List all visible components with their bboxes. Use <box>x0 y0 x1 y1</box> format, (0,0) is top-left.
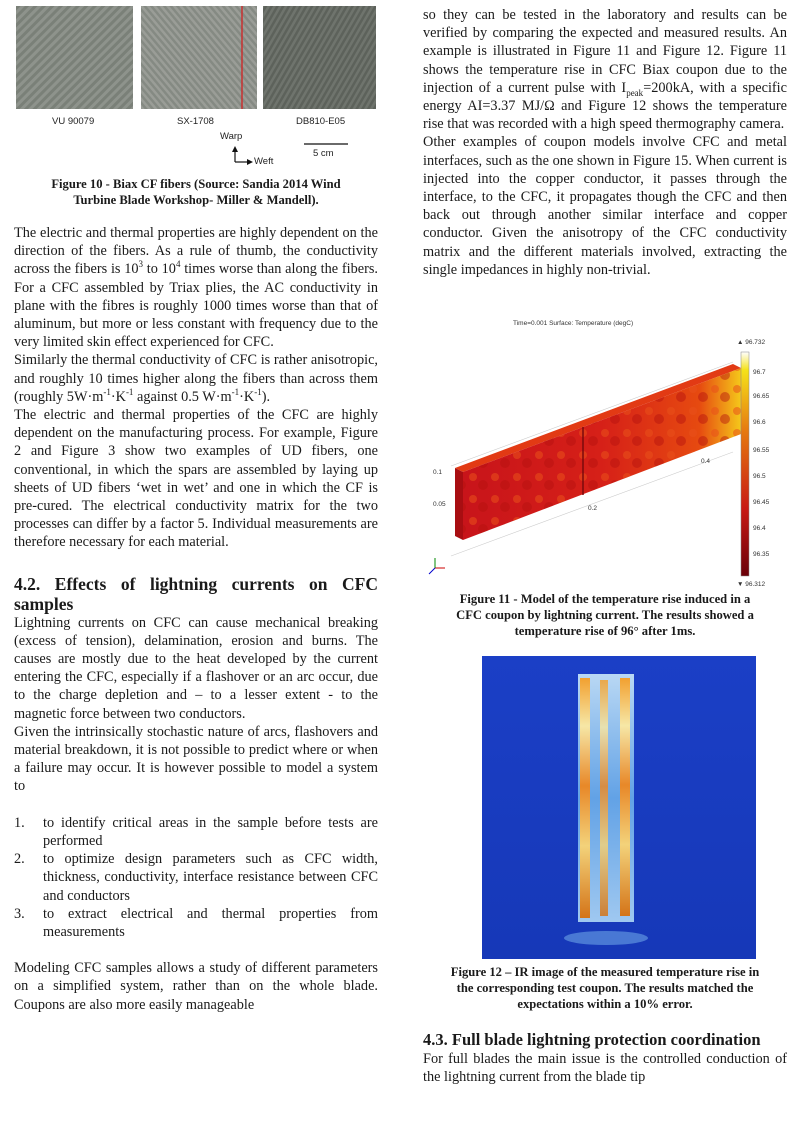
paragraph-stochastic: Given the intrinsically stochastic nature of arcs, flashovers and material breakdown, it is not possible to predict where or when a failure may occur. It is however possible to model a system to <box>14 723 378 795</box>
colorbar-tick: 96.4 <box>753 525 766 532</box>
axis-tick: 0.2 <box>588 505 598 512</box>
colorbar-tick: 96.65 <box>753 393 770 400</box>
swatch-label-2: SX-1708 <box>177 116 214 127</box>
paragraph-verification: so they can be tested in the laboratory and results can be verified by comparing the expected and measured results. An example is illustrated in Figure 11 and Figure 12. Figure 11 shows the temperature rise in CFC Biax coupon due to the injection of a current pulse with $I_{peak}=200kA$, with a specific energy AI=3.37 MJ/Ω and Figure 12 shows the temperature rise that was recorded with a high speed thermography camera. <box>423 7 787 133</box>
paragraph-full-blade: For full blades the main issue is the controlled conduction of the lightning current from the blade tip <box>423 1051 787 1086</box>
colorbar-tick: 96.45 <box>753 499 770 506</box>
list-item: 1. to identify critical areas in the sample before tests are performed <box>14 814 378 849</box>
colorbar <box>741 352 749 576</box>
paragraph-lightning-effects: Lightning currents on CFC can cause mechanical breaking (excess of tension), delamination, erosion and burns. The causes are mostly due to the heat developed by the current entering the CFC, especially if a flashover or an arc occur, due to the charge depletion and – to a lesser extent - to the magnetic force between two conductors. <box>14 614 378 722</box>
colorbar-max: ▲ 96.732 <box>737 339 766 346</box>
left-body <box>14 224 378 1014</box>
coupon-side-face <box>455 468 463 540</box>
paragraph-manufacturing: The electric and thermal properties of the CFC are highly dependent on the manufacturing process. For example, Figure 2 and Figure 3 show two examples of UD fibers, one conventional, in which the spars are assembled by laying up sheets of UD fibers ‘wet in wet’ and one in which the CF is pre-cured. The electrical conductivity matrix for the two processes can differ by a factor 5. Individual measurements are therefore necessary for each material. <box>14 407 378 551</box>
axis-tick: 0.4 <box>701 458 711 465</box>
section-4-3 <box>423 1030 787 1086</box>
paragraph-modeling: Modeling CFC samples allows a study of different parameters on a simplified system, rather than on the whole blade. Coupons are also more easily manageable <box>14 960 378 1013</box>
axis-tick: 0.05 <box>433 501 446 508</box>
model-goals-list <box>14 814 378 941</box>
paragraph-coupon-models: Other examples of coupon models involve CFC and metal interfaces, such as the one shown in Figure 15. When current is injected into the copper conductor, it passes through the interface, to the CFC, it propagates though the CFC and then back out through another similar interface and copper conductor. Given the anisotropy of the CFC conductivity matrix and the different materials involved, extracting the single impedances in highly non-trivial. <box>423 134 787 278</box>
swatch-label-3: DB810-E05 <box>296 116 346 127</box>
figure-12-caption: Figure 12 – IR image of the measured temperature rise in the corresponding test coupon. The results matched the expectations within a 10% error. <box>450 965 760 1011</box>
scale-label: 5 cm <box>313 148 334 159</box>
weft-label: Weft <box>254 156 274 167</box>
figure-12-ir-image <box>482 656 756 959</box>
paragraph-thermal: Similarly the thermal conductivity of CFC is rather anisotropic, and roughly 10 times higher along the fibers than across them (roughly $5W\cdot m^{-1}\cdot K^{-1}$ against 0.5 $W\cdot m^{-1}\cdot K^{-1}$). <box>14 352 378 405</box>
right-top-text <box>423 6 787 279</box>
colorbar-tick: 96.7 <box>753 369 766 376</box>
list-item: 2. to optimize design parameters such as CFC width, thickness, conductivity, interface resistance between CFC and conductors <box>14 851 378 904</box>
list-item: 3. to extract electrical and thermal properties from measurements <box>14 905 378 940</box>
figure-11-simulation <box>423 316 787 586</box>
axis-tick: 0.1 <box>433 469 443 476</box>
left-column <box>14 0 378 1013</box>
section-heading-4-3: 4.3. Full blade lightning protection coordination <box>423 1030 761 1049</box>
warp-label: Warp <box>220 131 243 142</box>
colorbar-tick: 96.35 <box>753 551 770 558</box>
swatch-db810 <box>263 6 376 109</box>
colorbar-tick: 96.55 <box>753 447 770 454</box>
colorbar-min: ▼ 96.312 <box>737 581 766 586</box>
colorbar-tick: 96.6 <box>753 419 766 426</box>
swatch-vu90079 <box>16 6 133 109</box>
plot-title: Time=0.001 Surface: Temperature (degC) <box>513 320 634 327</box>
section-heading-4-2: 4.2. Effects of lightning currents on CFC samples <box>14 573 378 614</box>
colorbar-tick: 96.5 <box>753 473 766 480</box>
figure-11-caption: Figure 11 - Model of the temperature rise induced in a CFC coupon by lightning current. The results showed a temperature rise of 96° after 1ms. <box>456 592 754 638</box>
swatch-label-1: VU 90079 <box>52 116 95 127</box>
paragraph-conductivity: The electric and thermal properties are highly dependent on the direction of the fibers. As a rule of thumb, the conductivity across the fibers is $10^3$ to $10^4$ times worse than along the fibers. For a CFC assembled by Triax plies, the AC conductivity in plane with the fibres is roughly 1000 times worse than that of aluminum, but more or less constant with frequency due to the very limited skin effect experienced for CFC. <box>14 225 378 351</box>
swatch-sx1708 <box>141 6 257 109</box>
figure-10-caption: Figure 10 - Biax CF fibers (Source: Sandia 2014 Wind Turbine Blade Workshop- Miller & Mandell). <box>51 177 341 207</box>
